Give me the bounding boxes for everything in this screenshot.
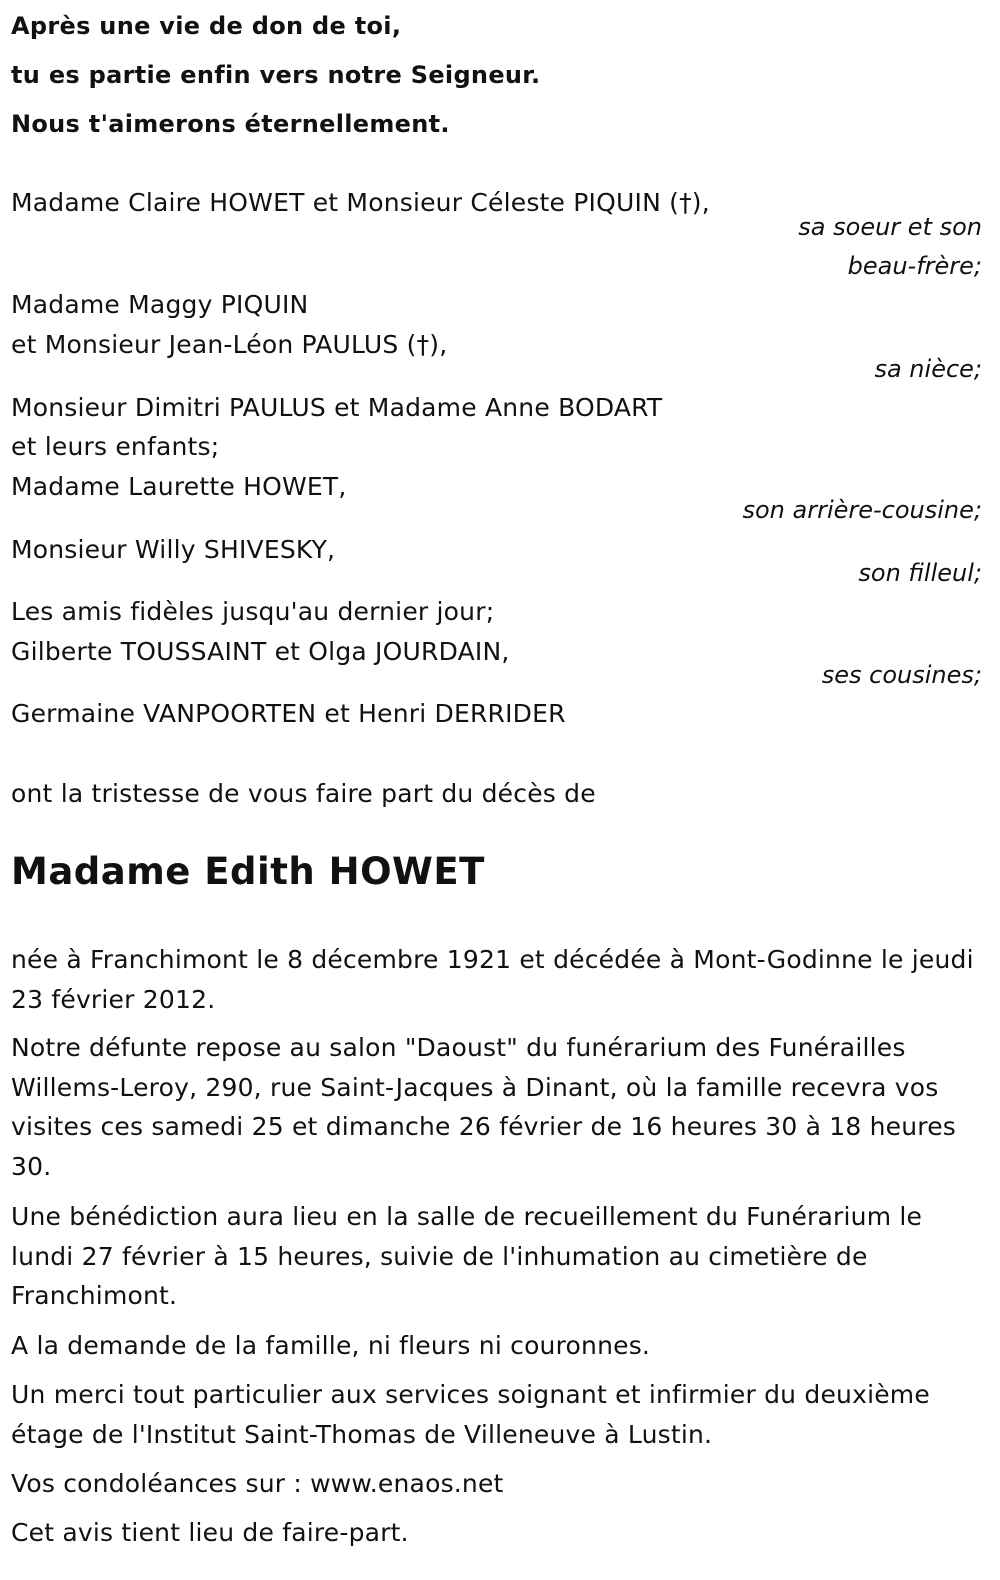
condolences-paragraph: Vos condoléances sur : www.enaos.net [11, 1469, 504, 1498]
relation-cousin: son arrière-cousine; [742, 496, 982, 524]
announcement-text: ont la tristesse de vous faire part du décès de [11, 779, 596, 808]
family-children: et leurs enfants; [11, 432, 220, 461]
notice-paragraph: Cet avis tient lieu de faire-part. [11, 1518, 409, 1547]
family-vanpoorten-derrider: Germaine VANPOORTEN et Henri DERRIDER [11, 699, 566, 728]
thanks-paragraph: Un merci tout particulier aux services soignant et infirmier du deuxième étage de l'Institut Saint-Thomas de Villeneuve à Lustin. [11, 1380, 930, 1449]
deceased-name: Madame Edith HOWET [11, 850, 485, 893]
family-jean-leon-paulus: et Monsieur Jean-Léon PAULUS (†), [11, 330, 448, 359]
ceremony-paragraph: Une bénédiction aura lieu en la salle de recueillement du Funérarium le lundi 27 février à 15 heures, suivie de l'inhumation au cimetière de Franchimont. [11, 1202, 923, 1310]
poem-line-3: Nous t'aimerons éternellement. [11, 110, 450, 138]
flowers-paragraph: A la demande de la famille, ni fleurs ni couronnes. [11, 1331, 651, 1360]
birth-death-paragraph: née à Franchimont le 8 décembre 1921 et décédée à Mont-Godinne le jeudi 23 février 2012. [11, 945, 974, 1014]
family-willy-shivesky: Monsieur Willy SHIVESKY, [11, 535, 336, 564]
relation-brother-in-law: beau-frère; [847, 252, 982, 280]
family-laurette-howet: Madame Laurette HOWET, [11, 472, 347, 501]
family-friends: Les amis fidèles jusqu'au dernier jour; [11, 597, 495, 626]
family-dimitri-paulus: Monsieur Dimitri PAULUS et Madame Anne BODART [11, 393, 663, 422]
relation-cousins: ses cousines; [821, 661, 982, 689]
funerarium-paragraph: Notre défunte repose au salon "Daoust" du funérarium des Funérailles Willems-Leroy, 290, rue Saint-Jacques à Dinant, où la famille recevra vos visites ces samedi 25 et dimanche 26 février de 16 heures 30 à 18 heures 30. [11, 1033, 957, 1181]
family-toussaint-jourdain: Gilberte TOUSSAINT et Olga JOURDAIN, [11, 637, 510, 666]
relation-niece: sa nièce; [874, 355, 982, 383]
family-maggy-piquin: Madame Maggy PIQUIN [11, 290, 309, 319]
family-claire-howet: Madame Claire HOWET et Monsieur Céleste PIQUIN (†), [11, 188, 710, 217]
relation-godson: son filleul; [858, 559, 982, 587]
poem-line-1: Après une vie de don de toi, [11, 12, 402, 40]
poem-line-2: tu es partie enfin vers notre Seigneur. [11, 61, 541, 89]
relation-sister: sa soeur et son [798, 213, 982, 241]
